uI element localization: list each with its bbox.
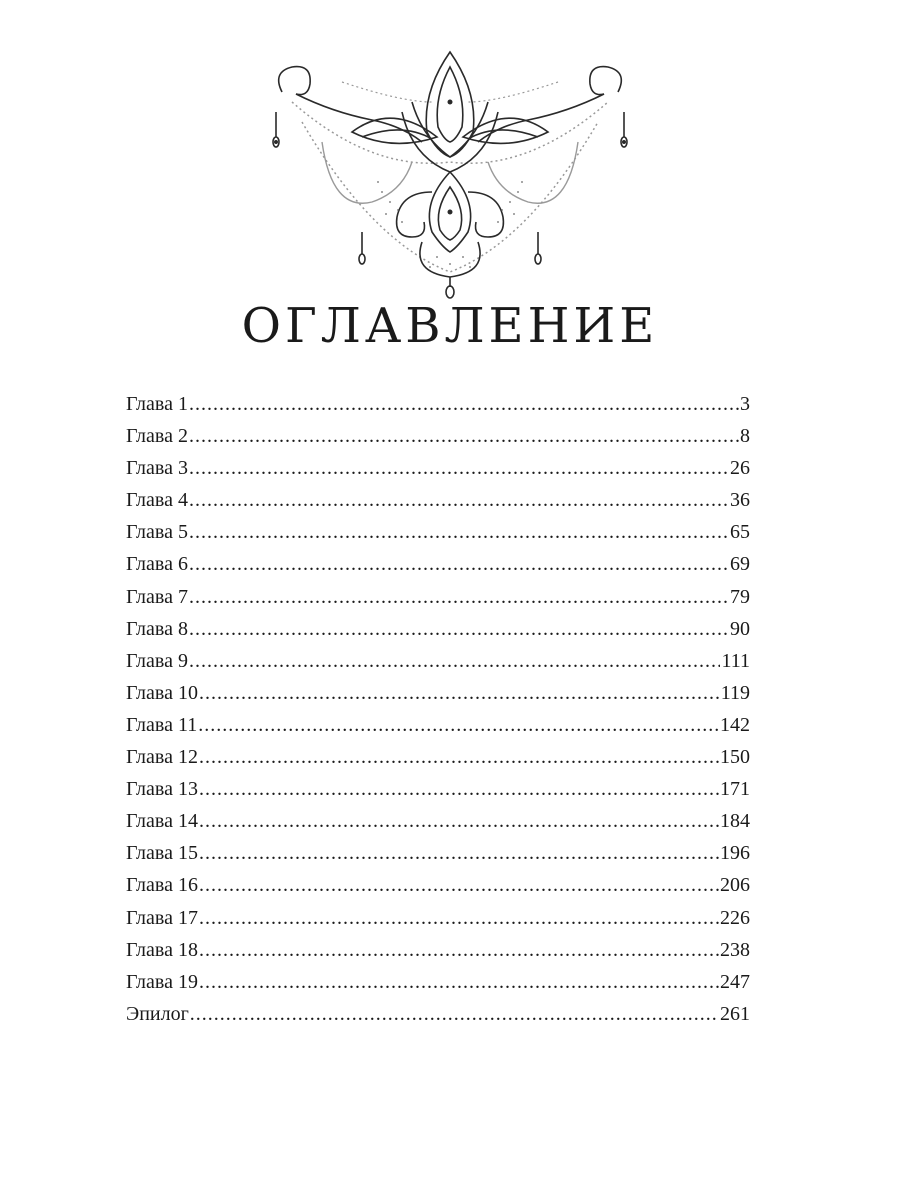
toc-entry[interactable] xyxy=(126,420,750,452)
toc-entry[interactable] xyxy=(126,773,750,805)
toc-entry[interactable] xyxy=(126,645,750,677)
toc-leader-dots xyxy=(199,677,720,709)
toc-entry-page-number: 69 xyxy=(730,553,750,576)
page-title: ОГЛАВЛЕНИЕ xyxy=(241,298,659,354)
toc-entry[interactable] xyxy=(126,677,750,709)
toc-entry[interactable] xyxy=(126,388,750,420)
lace-mandala-ornament-icon xyxy=(262,42,638,304)
toc-leader-dots xyxy=(189,516,729,548)
toc-entry[interactable] xyxy=(126,741,750,773)
toc-entry-label: Глава 8 xyxy=(126,617,188,640)
toc-entry[interactable] xyxy=(126,966,750,998)
toc-leader-dots xyxy=(189,452,729,484)
toc-leader-dots xyxy=(189,613,729,645)
toc-entry[interactable] xyxy=(126,548,750,580)
toc-entry[interactable] xyxy=(126,516,750,548)
toc-leader-dots xyxy=(189,645,721,677)
toc-entry-page-number: 3 xyxy=(740,393,750,415)
toc-entry-page-number: 111 xyxy=(721,649,750,672)
toc-leader-dots xyxy=(199,741,719,773)
toc-entry-label: Глава 14 xyxy=(126,810,198,833)
toc-leader-dots xyxy=(199,773,719,805)
toc-entry-label: Глава 12 xyxy=(126,746,198,769)
toc-entry-page-number: 119 xyxy=(720,681,750,704)
toc-entry-label: Глава 3 xyxy=(126,457,188,480)
toc-entry[interactable] xyxy=(126,581,750,613)
toc-entry-page-number: 65 xyxy=(730,521,750,544)
toc-entry-page-number: 90 xyxy=(730,617,750,640)
toc-entry[interactable] xyxy=(126,484,750,516)
toc-entry-label: Глава 2 xyxy=(126,425,188,448)
toc-entry-label: Глава 11 xyxy=(126,713,198,736)
toc-entry-label: Глава 18 xyxy=(126,938,198,961)
toc-leader-dots xyxy=(199,869,719,901)
toc-entry-page-number: 184 xyxy=(720,810,750,833)
toc-entry-page-number: 196 xyxy=(720,842,750,865)
toc-entry-label: Глава 5 xyxy=(126,521,188,544)
toc-leader-dots xyxy=(199,966,719,998)
toc-entry[interactable] xyxy=(126,934,750,966)
toc-entry-page-number: 26 xyxy=(730,457,750,480)
toc-leader-dots xyxy=(189,388,739,420)
toc-entry-label: Глава 10 xyxy=(126,681,198,704)
toc-leader-dots xyxy=(189,484,729,516)
toc-entry-label: Глава 19 xyxy=(126,970,198,993)
toc-entry-label: Глава 4 xyxy=(126,489,188,512)
toc-entry-page-number: 79 xyxy=(730,585,750,608)
toc-entry-label: Глава 15 xyxy=(126,842,198,865)
toc-entry[interactable] xyxy=(126,709,750,741)
toc-leader-dots xyxy=(199,934,719,966)
toc-entry-label: Глава 13 xyxy=(126,778,198,801)
toc-entry-label: Глава 6 xyxy=(126,553,188,576)
toc-entry[interactable] xyxy=(126,902,750,934)
toc-entry[interactable] xyxy=(126,837,750,869)
toc-leader-dots xyxy=(199,805,719,837)
toc-entry-page-number: 8 xyxy=(740,425,750,448)
toc-entry[interactable] xyxy=(126,869,750,901)
toc-entry-label: Эпилог xyxy=(126,1002,189,1025)
toc-entry[interactable] xyxy=(126,998,750,1030)
toc-entry-label: Глава 17 xyxy=(126,906,198,929)
toc-entry-label: Глава 1 xyxy=(126,393,188,415)
toc-entry-page-number: 206 xyxy=(720,874,750,897)
toc-entry-page-number: 36 xyxy=(730,489,750,512)
toc-entry[interactable] xyxy=(126,613,750,645)
toc-entry-label: Глава 9 xyxy=(126,649,188,672)
toc-entry-page-number: 226 xyxy=(720,906,750,929)
toc-leader-dots xyxy=(198,709,719,741)
toc-entry-page-number: 142 xyxy=(720,713,750,736)
toc-leader-dots xyxy=(189,548,729,580)
toc-leader-dots xyxy=(189,420,739,452)
toc-entry-page-number: 171 xyxy=(720,778,750,801)
table-of-contents xyxy=(126,388,750,1030)
toc-entry-label: Глава 16 xyxy=(126,874,198,897)
toc-entry-page-number: 247 xyxy=(720,970,750,993)
toc-entry-label: Глава 7 xyxy=(126,585,188,608)
toc-entry-page-number: 261 xyxy=(720,1002,750,1025)
toc-leader-dots xyxy=(190,998,719,1030)
toc-leader-dots xyxy=(189,581,729,613)
toc-entry[interactable] xyxy=(126,805,750,837)
toc-leader-dots xyxy=(199,902,719,934)
toc-entry[interactable] xyxy=(126,452,750,484)
toc-leader-dots xyxy=(199,837,719,869)
toc-entry-page-number: 238 xyxy=(720,938,750,961)
toc-entry-page-number: 150 xyxy=(720,746,750,769)
